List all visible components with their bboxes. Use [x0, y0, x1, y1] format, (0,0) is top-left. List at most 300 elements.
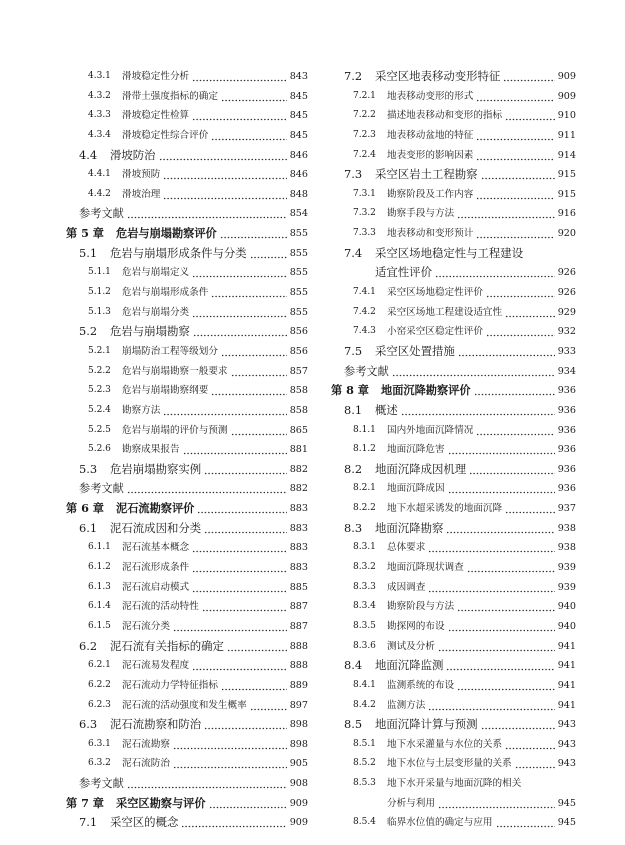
toc-entry-page: 945	[557, 817, 576, 829]
toc-entry-title: 地下水采灌量与水位的关系	[387, 738, 503, 750]
toc-entry-title: 采空区场地稳定性评价	[387, 287, 483, 299]
toc-entry-page: 855	[289, 267, 308, 279]
toc-entry-number: 7.2.3	[353, 129, 376, 140]
dot-leader	[457, 204, 555, 224]
toc-entry-number: 8.3.2	[353, 562, 376, 573]
toc-entry-page: 898	[289, 719, 308, 731]
toc-entry	[66, 479, 308, 499]
dot-leader	[392, 362, 555, 382]
toc-entry	[331, 342, 576, 362]
toc-entry-page: 843	[289, 71, 308, 82]
toc-entry-number: 第 8 章	[331, 383, 369, 398]
dot-leader	[221, 342, 287, 362]
toc-left-column	[66, 67, 308, 833]
toc-entry	[66, 283, 308, 303]
toc-entry-number: 8.4	[344, 658, 363, 673]
toc-entry-number: 6.3	[79, 717, 98, 732]
toc-entry	[331, 362, 576, 382]
dot-leader	[428, 696, 555, 716]
toc-entry-title: 危岩与崩塌勘察纲要	[122, 385, 209, 397]
toc-entry-page: 856	[289, 345, 308, 357]
dot-leader	[181, 813, 287, 833]
toc-entry	[66, 421, 308, 441]
dot-leader	[476, 126, 555, 146]
dot-leader	[505, 106, 555, 126]
toc-entry-number: 7.2.2	[353, 110, 376, 121]
toc-entry-title: 地面沉降危害	[387, 444, 445, 456]
toc-entry-number: 5.1.1	[88, 267, 111, 278]
toc-entry-page: 940	[557, 601, 576, 613]
dot-leader	[209, 794, 287, 814]
toc-entry-title: 国内外地面沉降情况	[387, 424, 474, 436]
toc-entry-title: 泥石流易发程度	[122, 660, 190, 672]
toc-entry	[66, 381, 308, 401]
toc-entry-title: 崩塌防治工程等级划分	[122, 345, 218, 357]
dot-leader	[192, 263, 287, 283]
toc-entry-title: 危岩与崩塌定义	[122, 267, 190, 279]
toc-entry-page: 858	[289, 385, 308, 397]
toc-entry-page: 846	[289, 149, 308, 161]
toc-entry-page: 855	[289, 247, 308, 259]
toc-entry-title: 泥石流基本概念	[122, 542, 190, 554]
toc-entry-page: 908	[289, 778, 308, 790]
dot-leader	[159, 146, 287, 166]
toc-entry-page: 916	[557, 208, 576, 220]
toc-entry	[66, 67, 308, 87]
dot-leader	[476, 87, 555, 107]
toc-entry	[331, 87, 576, 107]
toc-entry-number: 6.1.5	[88, 620, 111, 631]
toc-entry-page: 934	[557, 365, 576, 377]
toc-entry-number: 5.1.2	[88, 287, 111, 298]
toc-entry-title: 地下水位与土层变形量的关系	[387, 758, 512, 770]
toc-entry-number: 8.2	[344, 461, 363, 476]
toc-entry-title: 地表移动变形的形式	[387, 90, 474, 102]
toc-entry	[331, 303, 576, 323]
toc-entry	[66, 558, 308, 578]
toc-entry	[331, 421, 576, 441]
dot-leader	[476, 421, 555, 441]
dot-leader	[458, 342, 555, 362]
toc-entry-title: 采空区场地工程建设适宜性	[387, 306, 503, 318]
dot-leader	[486, 322, 555, 342]
toc-entry-page: 910	[557, 110, 576, 122]
toc-entry-number: 8.5.2	[353, 758, 376, 769]
toc-entry	[331, 381, 576, 401]
dot-leader	[192, 656, 287, 676]
toc-entry-title: 参考文献	[79, 777, 124, 791]
toc-entry-number: 8.3.5	[353, 620, 376, 631]
toc-entry-title: 泥石流形成条件	[122, 562, 190, 574]
toc-entry-number: 6.2.3	[88, 699, 111, 710]
toc-entry-title: 泥石流成因和分类	[110, 520, 202, 535]
dot-leader	[474, 381, 555, 401]
toc-entry-page: 845	[289, 129, 308, 141]
toc-entry-title: 地面沉降现状调查	[387, 562, 464, 574]
toc-entry-page: 941	[557, 679, 576, 691]
toc-entry	[66, 676, 308, 696]
toc-entry-page: 897	[289, 699, 308, 711]
toc-entry	[331, 322, 576, 342]
toc-entry-page: 848	[289, 188, 308, 200]
toc-entry-number: 8.1.2	[353, 444, 376, 455]
toc-entry-title: 地面沉降监测	[375, 658, 444, 673]
toc-entry-number: 8.4.2	[353, 699, 376, 710]
dot-leader	[221, 676, 287, 696]
toc-entry	[331, 578, 576, 598]
toc-entry-number: 5.3	[79, 461, 98, 476]
toc-entry-page: 887	[289, 601, 308, 613]
toc-entry-page: 865	[289, 424, 308, 436]
toc-entry-number: 8.5	[344, 717, 363, 732]
toc-entry-title: 总体要求	[387, 542, 426, 554]
toc-entry-page: 881	[289, 444, 308, 456]
toc-entry-page: 939	[557, 562, 576, 574]
toc-entry-title: 危岩与崩塌形成条件	[122, 287, 209, 299]
toc-entry	[66, 303, 308, 323]
toc-entry-title: 概述	[375, 402, 398, 417]
toc-entry-title: 危岩与崩塌勘察评价	[116, 226, 217, 241]
toc-entry	[66, 244, 308, 264]
dot-leader	[448, 617, 555, 637]
toc-entry	[331, 263, 576, 283]
toc-entry-page: 909	[289, 797, 308, 809]
toc-entry-number: 6.1.1	[88, 542, 111, 553]
toc-entry	[66, 263, 308, 283]
toc-entry-title: 测试及分析	[387, 640, 435, 652]
dot-leader	[446, 519, 555, 539]
toc-entry	[331, 519, 576, 539]
toc-entry-number: 6.2	[79, 638, 98, 653]
toc-entry	[66, 519, 308, 539]
toc-entry-page: 845	[289, 90, 308, 102]
toc-entry-number: 6.1	[79, 520, 98, 535]
toc-entry-title: 参考文献	[344, 364, 389, 378]
toc-entry-title: 地面沉降成因机理	[375, 461, 467, 476]
toc-entry-number: 7.3.1	[353, 188, 376, 199]
dot-leader	[486, 283, 555, 303]
dot-leader	[127, 204, 287, 224]
toc-entry-title: 参考文献	[79, 207, 124, 221]
toc-entry-title: 地下水超采诱发的地面沉降	[387, 503, 503, 515]
dot-leader	[469, 460, 555, 480]
dot-leader	[231, 362, 287, 382]
toc-entry-title: 地下水开采量与地面沉降的相关	[387, 778, 522, 790]
toc-entry-page: 943	[557, 758, 576, 770]
toc-entry-title: 危岩与崩塌勘察	[110, 324, 190, 339]
toc-entry-page: 898	[289, 738, 308, 750]
dot-leader	[227, 637, 287, 657]
dot-leader	[250, 244, 287, 264]
toc-entry-number: 7.1	[79, 815, 98, 830]
toc-entry	[66, 735, 308, 755]
toc-entry-title: 滑坡稳定性综合评价	[122, 129, 209, 141]
toc-entry-title: 地面沉降成因	[387, 483, 445, 495]
toc-entry-title: 采空区岩土工程勘察	[375, 167, 478, 182]
toc-entry	[66, 794, 308, 814]
toc-entry-number: 7.2.4	[353, 149, 376, 160]
toc-entry-page: 885	[289, 581, 308, 593]
dot-leader	[435, 263, 555, 283]
toc-entry-title: 分析与利用	[387, 797, 435, 809]
toc-entry-title: 危岩与崩塌勘察一般要求	[122, 365, 228, 377]
toc-entry-number: 5.2	[79, 324, 98, 339]
toc-right-column	[331, 67, 576, 833]
dot-leader	[457, 597, 555, 617]
toc-entry-number: 8.3.6	[353, 640, 376, 651]
toc-entry-page: 936	[557, 483, 576, 495]
toc-entry-page: 911	[557, 129, 576, 141]
dot-leader	[428, 538, 555, 558]
toc-entry-number: 6.1.3	[88, 581, 111, 592]
toc-entry-page: 936	[557, 444, 576, 456]
toc-entry-page: 905	[289, 758, 308, 770]
toc-entry-title: 危岩与崩塌的评价与预测	[122, 424, 228, 436]
toc-entry	[331, 696, 576, 716]
toc-entry-number: 第 6 章	[66, 501, 104, 516]
toc-entry-page: 909	[557, 71, 576, 82]
dot-leader	[173, 754, 287, 774]
dot-leader	[481, 165, 555, 185]
toc-entry-number: 8.1.1	[353, 424, 376, 435]
toc-entry-number: 4.4.2	[88, 188, 111, 199]
dot-leader	[467, 558, 555, 578]
toc-entry	[66, 774, 308, 794]
toc-entry-page: 945	[557, 797, 576, 809]
toc-entry	[331, 656, 576, 676]
toc-entry-number: 7.2	[344, 69, 363, 83]
toc-entry	[331, 224, 576, 244]
toc-entry-page: 941	[557, 640, 576, 652]
toc-entry-page: 936	[557, 463, 576, 475]
toc-entry-title: 泥石流的活动特性	[122, 601, 199, 613]
toc-entry-title: 采空区地表移动变形特征	[375, 69, 501, 83]
toc-entry-number: 7.4.1	[353, 287, 376, 298]
toc-entry	[66, 813, 308, 833]
toc-entry	[66, 342, 308, 362]
toc-entry-number: 8.3	[344, 520, 363, 535]
dot-leader	[127, 774, 287, 794]
toc-entry-number: 5.2.3	[88, 385, 111, 396]
toc-entry	[331, 126, 576, 146]
toc-entry-number: 6.1.2	[88, 562, 111, 573]
toc-entry	[66, 696, 308, 716]
toc-entry-page: 854	[289, 208, 308, 220]
dot-leader	[448, 479, 555, 499]
dot-leader	[192, 303, 287, 323]
dot-leader	[250, 696, 287, 716]
toc-entry-number: 5.2.1	[88, 345, 111, 356]
dot-leader	[211, 126, 287, 146]
toc-entry-number: 4.3.1	[88, 71, 111, 81]
toc-entry-page: 858	[289, 404, 308, 416]
toc-entry-page: 915	[557, 188, 576, 200]
toc-entry	[66, 715, 308, 735]
toc-entry-number: 4.3.3	[88, 110, 111, 121]
toc-entry-number: 第 7 章	[66, 795, 104, 810]
toc-entry-number: 4.4.1	[88, 169, 111, 180]
toc-entry-page: 845	[289, 110, 308, 122]
toc-entry-number: 7.3	[344, 167, 363, 182]
dot-leader	[204, 519, 287, 539]
toc-entry-page: 937	[557, 503, 576, 515]
toc-entry-title: 勘察方法	[122, 404, 161, 416]
toc-entry-number: 6.2.1	[88, 660, 111, 671]
toc-entry-page: 883	[289, 522, 308, 534]
toc-entry-title: 地表移动和变形预计	[387, 228, 474, 240]
toc-entry-page: 943	[557, 719, 576, 731]
toc-entry-number: 7.3.3	[353, 228, 376, 239]
toc-entry-title: 参考文献	[79, 482, 124, 496]
toc-entry	[331, 715, 576, 735]
toc-entry-number: 7.4	[344, 245, 363, 260]
toc-entry	[331, 185, 576, 205]
toc-entry-number: 8.3.3	[353, 581, 376, 592]
toc-entry-number: 7.4.2	[353, 306, 376, 317]
toc-entry-page: 909	[289, 817, 308, 829]
toc-entry-page: 941	[557, 699, 576, 711]
toc-entry-page: 855	[289, 306, 308, 318]
toc-entry-title: 采空区处置措施	[375, 343, 455, 358]
toc-entry-title: 地面沉降计算与预测	[375, 717, 478, 732]
toc-entry-page: 920	[557, 228, 576, 240]
toc-entry	[66, 597, 308, 617]
toc-entry	[331, 637, 576, 657]
dot-leader	[503, 67, 555, 87]
toc-entry-title: 地表移动盆地的特征	[387, 129, 474, 141]
toc-entry-title: 泥石流勘察和防治	[110, 717, 202, 732]
toc-entry-title: 滑坡稳定性分析	[122, 71, 190, 82]
toc-entry-page: 883	[289, 542, 308, 554]
toc-entry-page: 915	[557, 169, 576, 181]
toc-entry	[331, 67, 576, 87]
dot-leader	[515, 754, 555, 774]
toc-entry-title: 泥石流勘察评价	[116, 501, 195, 516]
toc-entry	[66, 224, 308, 244]
toc-entry	[66, 754, 308, 774]
toc-entry	[66, 499, 308, 519]
toc-entry-number: 第 5 章	[66, 226, 104, 241]
toc-entry-page: 889	[289, 679, 308, 691]
toc-entry-title: 危岩与崩塌分类	[122, 306, 190, 318]
dot-leader	[127, 479, 287, 499]
toc-entry-title: 泥石流分类	[122, 620, 170, 632]
toc-entry	[331, 794, 576, 814]
toc-entry	[331, 558, 576, 578]
toc-entry	[66, 578, 308, 598]
toc-entry-page: 938	[557, 522, 576, 534]
toc-entry-page: 887	[289, 620, 308, 632]
dot-leader	[163, 185, 287, 205]
dot-leader	[204, 460, 287, 480]
dot-leader	[197, 499, 287, 519]
dot-leader	[173, 735, 287, 755]
toc-entry-title: 地表变形的影响因素	[387, 149, 474, 161]
toc-entry-number: 5.2.5	[88, 424, 111, 435]
toc-entry	[331, 735, 576, 755]
toc-entry	[331, 440, 576, 460]
toc-entry-title: 泥石流有关指标的确定	[110, 638, 224, 653]
toc-entry-title: 危岩与崩塌形成条件与分类	[110, 245, 247, 260]
toc-entry-title: 小窑采空区稳定性评价	[387, 326, 483, 338]
dot-leader	[505, 499, 555, 519]
dot-leader	[163, 401, 287, 421]
toc-entry	[66, 656, 308, 676]
toc-entry-number: 8.5.3	[353, 778, 376, 789]
toc-entry-page: 888	[289, 640, 308, 652]
toc-entry-number: 6.3.1	[88, 738, 111, 749]
dot-leader	[231, 421, 287, 441]
toc-entry-number: 4.4	[79, 147, 98, 162]
toc-entry-page: 936	[557, 424, 576, 436]
toc-entry	[66, 204, 308, 224]
toc-entry-number: 8.3.4	[353, 601, 376, 612]
toc-entry-page: 846	[289, 169, 308, 181]
toc-entry-number: 7.5	[344, 343, 363, 358]
toc-entry	[66, 322, 308, 342]
dot-leader	[173, 617, 287, 637]
toc-entry	[331, 479, 576, 499]
toc-entry	[331, 499, 576, 519]
dot-leader	[496, 813, 555, 833]
toc-entry	[331, 813, 576, 833]
toc-entry	[66, 637, 308, 657]
toc-entry-page: 939	[557, 581, 576, 593]
toc-entry-title: 勘察阶段与方法	[387, 601, 455, 613]
toc-entry-page: 936	[557, 404, 576, 416]
dot-leader	[220, 224, 287, 244]
toc-entry-title: 监测方法	[387, 699, 426, 711]
toc-entry	[66, 617, 308, 637]
toc-entry-title: 滑坡治理	[122, 188, 161, 200]
toc-entry-page: 883	[289, 562, 308, 574]
toc-entry	[331, 754, 576, 774]
toc-entry-number: 6.3.2	[88, 758, 111, 769]
toc-entry-page: 857	[289, 365, 308, 377]
toc-entry	[331, 676, 576, 696]
toc-entry	[331, 460, 576, 480]
dot-leader	[505, 303, 555, 323]
toc-entry-page: 926	[557, 267, 576, 279]
dot-leader	[202, 597, 287, 617]
dot-leader	[192, 558, 287, 578]
toc-entry-title: 描述地表移动和变形的指标	[387, 110, 503, 122]
toc-entry-title: 采空区场地稳定性与工程建设	[375, 245, 524, 260]
toc-entry-title: 泥石流勘察	[122, 738, 170, 750]
toc-entry-number: 4.3.4	[88, 129, 111, 140]
toc-entry	[331, 597, 576, 617]
toc-entry-title: 采空区勘察与评价	[116, 795, 206, 810]
toc-entry-page: 929	[557, 306, 576, 318]
toc-entry-page: 933	[557, 345, 576, 357]
toc-entry	[331, 146, 576, 166]
toc-entry-number: 7.4.3	[353, 326, 376, 337]
toc-entry	[331, 244, 576, 264]
toc-entry-title: 勘察阶段及工作内容	[387, 188, 474, 200]
toc-entry-number: 6.2.2	[88, 679, 111, 690]
toc-entry-page: 914	[557, 149, 576, 161]
toc-entry	[66, 538, 308, 558]
dot-leader	[438, 637, 555, 657]
toc-entry-number: 7.3.2	[353, 208, 376, 219]
toc-entry	[66, 460, 308, 480]
dot-leader	[163, 165, 287, 185]
toc-entry-page: 882	[289, 483, 308, 495]
toc-entry-title: 勘探网的布设	[387, 620, 445, 632]
toc-entry-page: 938	[557, 542, 576, 554]
toc-entry-page: 940	[557, 620, 576, 632]
toc-entry-page: 888	[289, 660, 308, 672]
